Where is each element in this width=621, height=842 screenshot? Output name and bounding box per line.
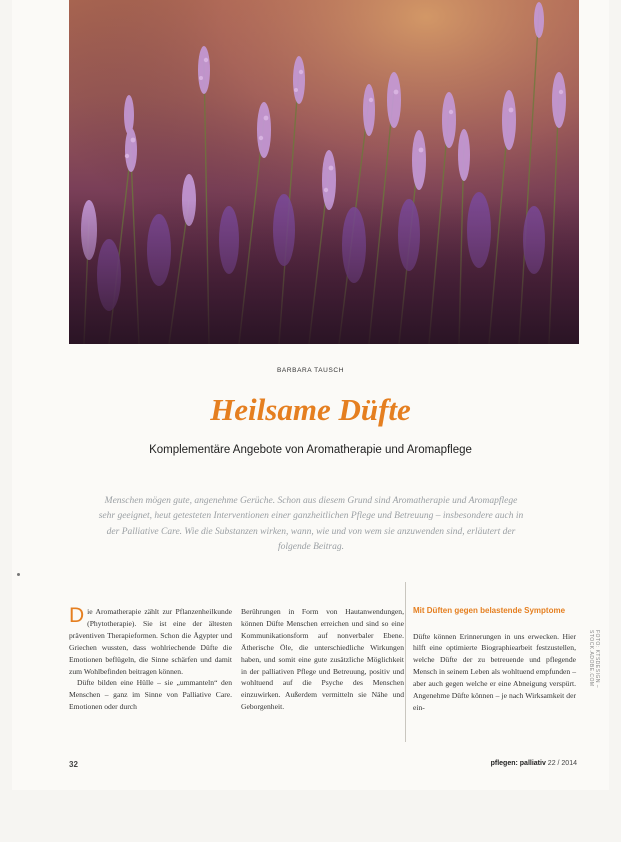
body-paragraph-2: Düfte bilden eine Hülle – sie „ummanteln“ den Menschen – ganz im Sinne von Palliative Care. Emotionen oder durch <box>69 678 232 712</box>
body-paragraph-3: Berührungen in Form von Hautanwendungen, können Düfte Menschen erreichen und sind so eine Kommunikationsform auf nonverbaler Ebene. Ätherische Öle, die unterschiedliche Wirkungen haben, und somit eine gute zusätzliche Möglichkeit in der palliativen Pflege und Betreuung, positiv und wohltuend auf die Psyche des Menschen einzuwirken. Außerdem vermitteln sie Nähe und Geborgenheit. <box>241 607 404 712</box>
article-lead: Menschen mögen gute, angenehme Gerüche. Schon aus diesem Grund sind Aromatherapie und Aromapflege sehr geeignet, heut getesteten Interventionen einer ganzheitlichen Pflege und Betreuung – insbesondere auch in der Palliative Care. Wie die Substanzen wirken, wann, wie und von wem sie anzuwenden sind, erläutert der folgende Beitrag. <box>98 496 524 552</box>
journal-issue: 22 / 2014 <box>547 760 577 767</box>
body-column-2 <box>241 606 404 713</box>
journal-name: pflegen: palliativ <box>490 760 546 767</box>
photo-credit: FOTO: KTSDESIGN – STOCK.ADOBE.COM <box>588 630 600 689</box>
article-subtitle: Komplementäre Angebote von Aromatherapie und Aromapflege <box>149 444 472 456</box>
body-paragraph-1: ie Aromatherapie zählt zur Pflanzenheilkunde (Phytotherapie). Sie ist eine der ältesten präventiven Therapieformen. Schon die Ägypter und Griechen wussten, dass wohlriechende Düfte die Emotionen beflügeln, die Sinne schärfen und damit zum Wohlbefinden beitragen können. <box>69 607 232 676</box>
sidebar-divider <box>405 582 406 742</box>
page-number: 32 <box>69 760 78 769</box>
author-byline: BARBARA TAUSCH <box>276 367 345 374</box>
article-title: Heilsame Düfte <box>210 392 411 427</box>
lavender-photo <box>69 0 579 344</box>
margin-mark <box>17 573 20 576</box>
journal-footer <box>491 760 577 767</box>
body-column-1 <box>69 606 232 713</box>
lavender-illustration <box>69 0 579 344</box>
sidebar-paragraph: Düfte können Erinnerungen in uns erwecken. Hier hilft eine optimierte Biographiearbeit festzustellen, welche Düfte der zu betreuende und pflegende Mensch in seinem Leben als wohltuend empfunden – aber auch gegen welche er eine Abneigung verspürt. Angenehme Düfte können – je nach Wirksamkeit der ein- <box>413 631 576 712</box>
sidebar-column <box>413 606 576 714</box>
drop-cap: D <box>69 604 85 627</box>
sidebar-heading: Mit Düften gegen belastende Symptome <box>413 606 566 615</box>
